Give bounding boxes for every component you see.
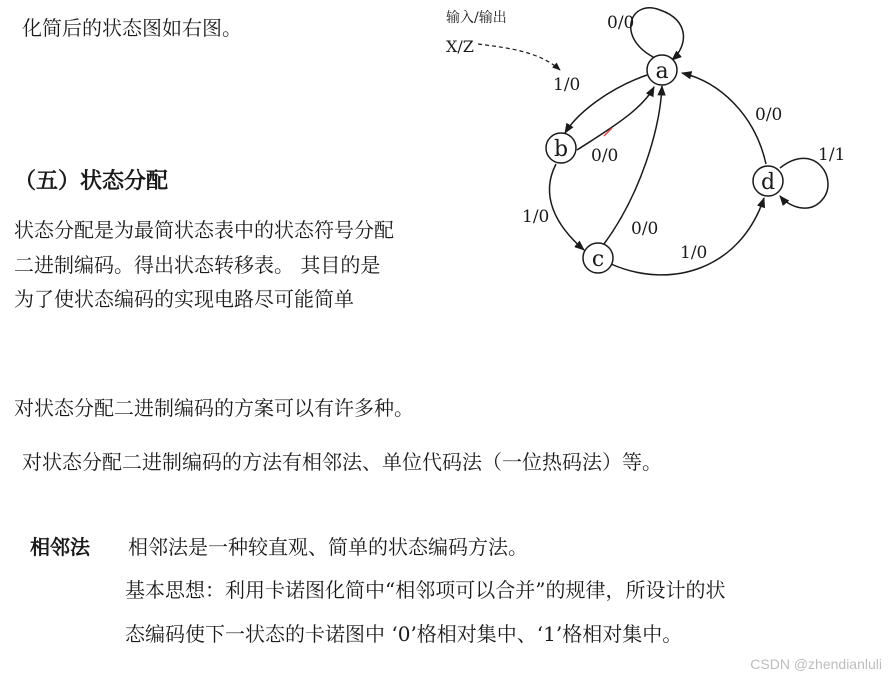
adjacent-method-label: 相邻法	[30, 535, 90, 559]
adjacent-method-description: 相邻法是一种较直观、简单的状态编码方法。	[128, 535, 528, 559]
state-a-label: a	[655, 59, 669, 84]
state-node-a	[647, 55, 677, 85]
legend-pointer	[478, 44, 560, 70]
edge-d-d	[780, 158, 828, 208]
paragraph-line-3: 为了使状态编码的实现电路尽可能简单	[14, 287, 354, 311]
basic-idea-line-2: 态编码使下一状态的卡诺图中 ‘0’格相对集中、‘1’格相对集中。	[125, 622, 683, 646]
legend-label: 输入/输出	[446, 10, 507, 26]
label-d-d: 1/1	[818, 145, 846, 165]
edge-b-c	[549, 164, 584, 250]
methods-line: 对状态分配二进制编码的方法有相邻法、单位代码法（一位热码法）等。	[22, 450, 662, 474]
label-a-b: 1/0	[553, 75, 581, 95]
intro-line: 化简后的状态图如右图。	[22, 16, 242, 40]
paragraph-line-1: 状态分配是为最简状态表中的状态符号分配	[14, 218, 394, 242]
state-d-label: d	[760, 170, 776, 195]
state-node-b	[546, 133, 576, 163]
label-c-a: 0/0	[631, 219, 659, 239]
label-a-a: 0/0	[607, 13, 635, 33]
edge-a-a	[631, 8, 684, 60]
label-b-c: 1/0	[522, 207, 550, 227]
edge-d-a	[682, 73, 766, 164]
state-node-c	[583, 243, 613, 273]
label-b-a: 0/0	[591, 146, 619, 166]
section-heading: （五）状态分配	[14, 168, 169, 194]
watermark: CSDN @zhendianluli	[750, 656, 882, 672]
state-c-label: c	[591, 247, 605, 272]
schemes-line: 对状态分配二进制编码的方案可以有许多种。	[14, 396, 414, 420]
label-d-a: 0/0	[755, 105, 783, 125]
basic-idea-line-1: 基本思想：利用卡诺图化简中“相邻项可以合并”的规律，所设计的状	[125, 578, 726, 602]
label-c-d: 1/0	[680, 243, 708, 263]
edge-b-a	[577, 87, 654, 150]
paragraph-line-2: 二进制编码。得出状态转移表。 其目的是	[14, 253, 381, 277]
state-b-label: b	[553, 137, 569, 162]
legend-format: X/Z	[446, 37, 474, 56]
state-node-d	[753, 166, 783, 196]
